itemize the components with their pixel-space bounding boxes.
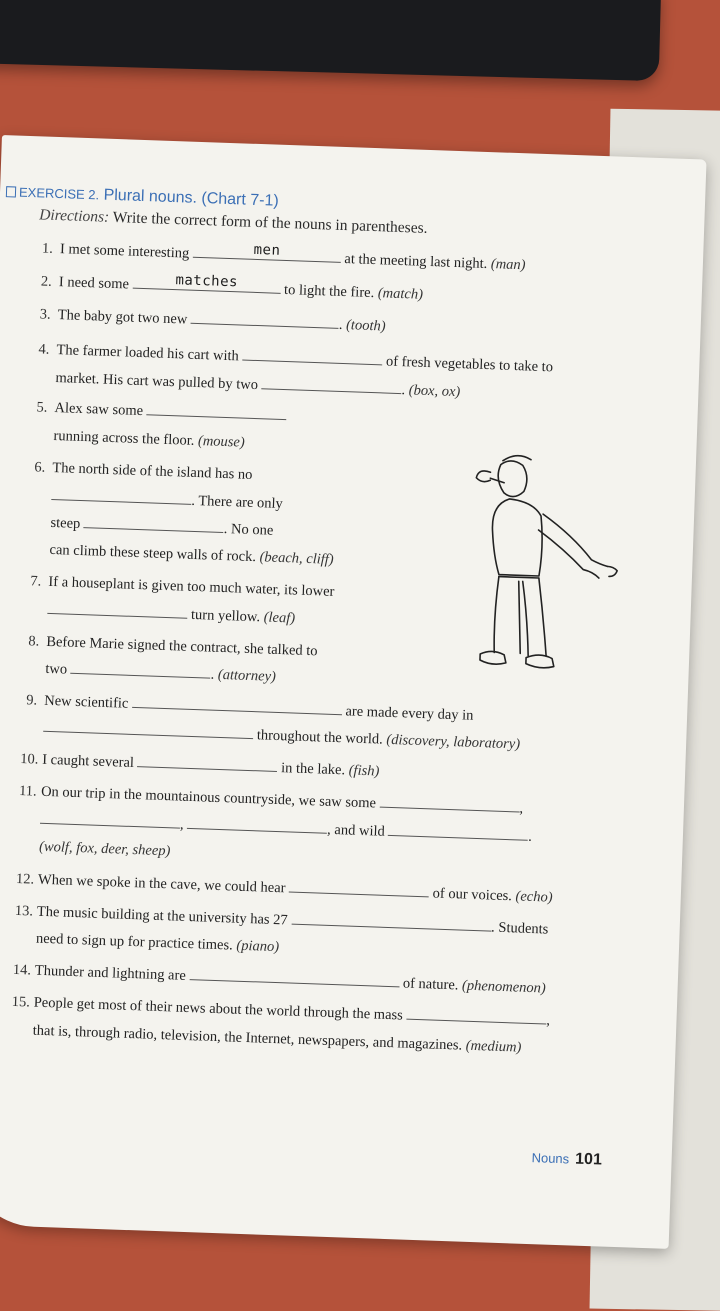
hint: (attorney) bbox=[217, 666, 277, 685]
item-14-line: Thunder and lightning are of nature. (phenomenon) bbox=[34, 962, 547, 997]
answer-blank[interactable] bbox=[379, 806, 519, 813]
answer-blank[interactable] bbox=[193, 241, 341, 263]
item-11-line-1: On our trip in the mountainous countryside, we saw some , bbox=[40, 783, 524, 817]
answer-blank[interactable] bbox=[291, 923, 491, 932]
answer-blank[interactable] bbox=[40, 822, 180, 829]
hint: (discovery, laboratory) bbox=[386, 731, 521, 753]
item-11-hint-line bbox=[39, 839, 171, 861]
item-number: 15. bbox=[11, 993, 31, 1011]
item-7-line-2: turn yellow. (leaf) bbox=[47, 602, 295, 628]
item-13-line-1: The music building at the university has 27 . Students bbox=[36, 903, 549, 938]
page-footer bbox=[531, 1149, 602, 1169]
item-number: 8. bbox=[28, 633, 40, 650]
item-number: 2. bbox=[40, 273, 53, 290]
item-number: 7. bbox=[30, 573, 42, 590]
item-1-line: I met some interesting men at the meeting last night. (man) bbox=[59, 241, 526, 274]
hint: (fish) bbox=[348, 762, 380, 780]
man-and-mice-illustration bbox=[453, 441, 642, 697]
item-number: 11. bbox=[18, 783, 37, 800]
item-6-line-4: can climb these steep walls of rock. (beach, cliff) bbox=[49, 541, 334, 568]
hint: (man) bbox=[490, 256, 526, 274]
handwritten-answer: matches bbox=[175, 272, 239, 291]
handwritten-answer: men bbox=[253, 241, 281, 259]
exercise-title: Plural nouns. (Chart 7-1) bbox=[103, 186, 279, 210]
item-15-line-1: People get most of their news about the world through the mass , bbox=[33, 994, 551, 1029]
answer-blank[interactable] bbox=[71, 672, 211, 679]
directions-text: Write the correct form of the nouns in parentheses. bbox=[112, 208, 428, 237]
page-number: 101 bbox=[574, 1150, 603, 1169]
answer-blank[interactable] bbox=[261, 387, 401, 394]
answer-blank[interactable] bbox=[47, 612, 187, 619]
hint: (echo) bbox=[515, 888, 553, 906]
item-number: 4. bbox=[38, 341, 50, 358]
torso bbox=[491, 498, 544, 576]
directions bbox=[39, 206, 428, 238]
item-4-line-2: market. His cart was pulled by two . (box, ox) bbox=[55, 370, 461, 401]
item-number: 6. bbox=[34, 459, 46, 476]
answer-blank[interactable] bbox=[147, 413, 287, 420]
head bbox=[497, 461, 527, 498]
answer-blank[interactable] bbox=[388, 834, 528, 841]
hint: (phenomenon) bbox=[461, 977, 547, 997]
item-number: 5. bbox=[36, 399, 48, 416]
hint: (wolf, fox, deer, sheep) bbox=[38, 838, 171, 860]
answer-blank[interactable] bbox=[289, 890, 429, 897]
item-number: 9. bbox=[26, 692, 38, 709]
item-6-line-2: . There are only bbox=[51, 488, 283, 513]
workbook-page bbox=[0, 135, 707, 1249]
hint: (match) bbox=[377, 285, 424, 303]
hint: (tooth) bbox=[345, 317, 386, 335]
item-number: 10. bbox=[19, 751, 39, 768]
item-number: 12. bbox=[15, 870, 35, 888]
leg-right bbox=[520, 581, 531, 655]
answer-blank[interactable] bbox=[137, 765, 277, 772]
item-number: 1. bbox=[41, 240, 54, 257]
item-6-line-3: steep . No one bbox=[50, 514, 274, 539]
leg-left bbox=[494, 577, 499, 653]
hint: (beach, cliff) bbox=[259, 549, 334, 568]
directions-label: Directions: bbox=[38, 206, 110, 226]
shoe-right bbox=[526, 655, 554, 669]
item-5-line-1: Alex saw some bbox=[54, 400, 287, 425]
item-number: 14. bbox=[12, 961, 32, 979]
item-12-line: When we spoke in the cave, we could hear of our voices. (echo) bbox=[37, 871, 553, 906]
answer-blank[interactable] bbox=[406, 1018, 546, 1025]
item-11-line-2: , , and wild . bbox=[40, 812, 532, 846]
answer-blank[interactable] bbox=[84, 526, 224, 533]
checkbox-icon bbox=[6, 186, 16, 197]
answer-blank[interactable] bbox=[191, 322, 339, 329]
item-9-line-1: New scientific are made every day in bbox=[43, 692, 474, 724]
hint: (mouse) bbox=[197, 433, 245, 451]
answer-blank[interactable] bbox=[51, 498, 191, 505]
item-number: 3. bbox=[39, 306, 51, 323]
item-10-line: I caught several in the lake. (fish) bbox=[41, 751, 380, 780]
answer-blank[interactable] bbox=[187, 827, 327, 834]
answer-blank[interactable] bbox=[189, 978, 399, 987]
item-15-line-2: that is, through radio, television, the Internet, newspapers, and magazines. (medium) bbox=[32, 1022, 522, 1056]
item-number: 13. bbox=[14, 902, 34, 920]
item-5-line-2: running across the floor. (mouse) bbox=[53, 427, 245, 451]
hint: (leaf) bbox=[263, 609, 296, 627]
hand-left bbox=[476, 471, 490, 482]
hint: (medium) bbox=[465, 1037, 522, 1056]
answer-blank[interactable] bbox=[43, 730, 253, 739]
item-8-line-2: two . (attorney) bbox=[45, 660, 277, 685]
item-9-line-2: throughout the world. (discovery, laboratory) bbox=[43, 720, 520, 754]
background-laptop bbox=[0, 0, 661, 81]
item-2-line: I need some matches to light the fire. (match) bbox=[58, 272, 424, 303]
item-8-line-1: Before Marie signed the contract, she talked to bbox=[46, 633, 318, 660]
hint: (piano) bbox=[236, 937, 280, 956]
answer-blank[interactable] bbox=[132, 272, 280, 294]
item-3-line: The baby got two new . (tooth) bbox=[57, 307, 386, 335]
answer-blank[interactable] bbox=[132, 706, 342, 715]
shoe-left bbox=[480, 651, 506, 664]
hint: (box, ox) bbox=[408, 382, 461, 401]
item-7-line-1: If a houseplant is given too much water, its lower bbox=[48, 573, 335, 600]
item-13-line-2: need to sign up for practice times. (piano) bbox=[35, 930, 280, 956]
section-name: Nouns bbox=[531, 1150, 570, 1167]
answer-blank[interactable] bbox=[242, 359, 382, 366]
item-4-line-1: The farmer loaded his cart with of fresh vegetables to take to bbox=[56, 342, 554, 376]
exercise-label: EXERCISE 2. bbox=[18, 184, 100, 203]
item-6-line-1: The north side of the island has no bbox=[52, 459, 253, 483]
